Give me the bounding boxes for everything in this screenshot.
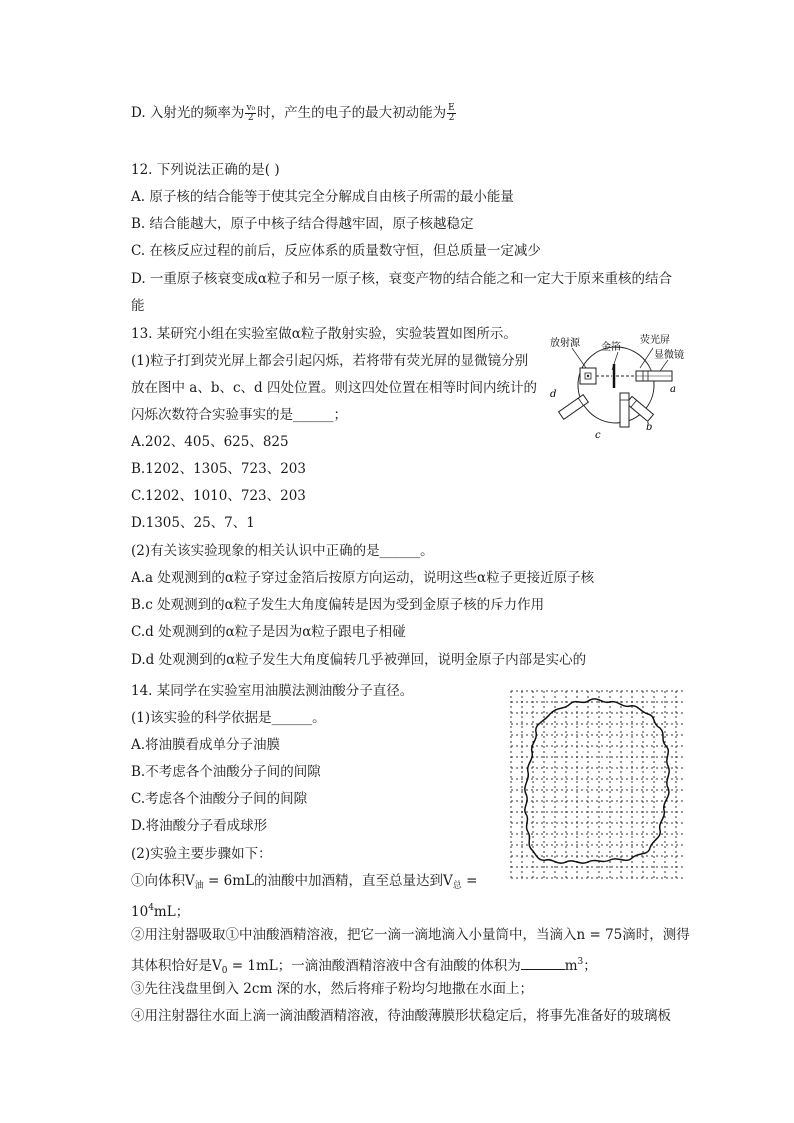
q14-stem: 14. 某同学在实验室用油膜法测油酸分子直径。 [131, 683, 414, 699]
q12-option-b: B. 结合能越大，原子中核子结合得越牢固，原子核越稳定 [131, 216, 474, 232]
q13-stem: 13. 某研究小组在实验室做α粒子散射实验，实验装置如图所示。 [131, 326, 517, 342]
q12-option-a: A. 原子核的结合能等于使其完全分解成自由核子所需的最小能量 [131, 189, 514, 205]
q14-step2-cont: 其体积恰好是$V_0 = 1mL$；一滴油酸酒精溶液中含有油酸的体积为 $m^3$； [131, 957, 597, 976]
label-source: 放射源 [550, 338, 580, 349]
q13-option-b: B.1202、1305、723、203 [131, 461, 306, 477]
q13-option-a: A.202、405、625、825 [131, 434, 289, 450]
q13-option-c: C.1202、1010、723、203 [131, 488, 306, 504]
label-screen: 荧光屏 [640, 335, 670, 346]
q12-option-d-cont: 能 [131, 298, 145, 314]
q12-option-c: C. 在核反应过程的前后，反应体系的质量数守恒，但总质量一定减少 [131, 243, 541, 259]
q13-part2-option-c: C.d 处观测到的α粒子是因为α粒子跟电子相碰 [131, 624, 406, 640]
q14-step2: ②用注射器吸取①中油酸酒精溶液，把它一滴一滴地滴入小量筒中，当滴入n = 75滴时，测得 [131, 927, 690, 943]
q14-option-b: B.不考虑各个油酸分子间的间隙 [131, 764, 321, 780]
label-c: c [595, 430, 601, 441]
label-foil: 金箔 [601, 342, 621, 353]
fraction-e-over-2: $\frac{E}{2}$ [448, 103, 455, 123]
q14-step3: ③先往浅盘里倒入 2cm 深的水，然后将痱子粉均匀地撒在水面上； [131, 981, 534, 997]
q13-part2-option-d: D.d 处观测到的α粒子发生大角度偏转几乎被弹回，说明金原子内部是实心的 [131, 652, 587, 668]
q13-part1-line1: (1)粒子打到荧光屏上都会引起闪烁，若将带有荧光屏的显微镜分别 [131, 353, 529, 369]
q14-step4: ④用注射器往水面上滴一滴油酸酒精溶液，待油酸薄膜形状稳定后，将事先准备好的玻璃板 [131, 1008, 671, 1024]
label-a: a [670, 384, 676, 395]
q13-part2-option-b: B.c 处观测到的α粒子发生大角度偏转是因为受到金原子核的斥力作用 [131, 597, 545, 613]
label-d: d [550, 389, 557, 400]
fraction-v0-over-2: $\frac{\text{v₀}}{2}$ [246, 103, 256, 123]
q14-option-c: C.考虑各个油酸分子间的间隙 [131, 791, 308, 807]
q14-part2: (2)实验主要步骤如下： [131, 846, 272, 862]
q14-option-a: A.将油膜看成单分子油膜 [131, 737, 281, 753]
label-b: b [646, 422, 653, 433]
q14-part1: (1)该实验的科学依据是______。 [131, 710, 326, 726]
q13-option-d: D.1305、25、7、1 [131, 515, 255, 531]
q13-part1-line3: 闪烁次数符合实验事实的是______； [131, 407, 347, 423]
q13-part1-line2: 放在图中 a、b、c、d 四处位置。则这四处位置在相等时间内统计的 [131, 380, 537, 396]
alpha-scattering-figure [546, 330, 696, 442]
q14-step1-cont: $10^4mL$； [131, 903, 190, 920]
q14-step1: ①向体积$V_油 = 6mL$的油酸中加酒精，直至总量达到$V_总$ = [131, 873, 478, 891]
q14-option-d: D.将油酸分子看成球形 [131, 818, 268, 834]
label-microscope: 显微镜 [654, 350, 684, 361]
q13-part2-option-a: A.a 处观测到的α粒子穿过金箔后按原方向运动，说明这些α粒子更接近原子核 [131, 570, 595, 586]
answer-blank [521, 957, 565, 970]
oil-film-grid-figure [510, 690, 688, 880]
q13-part2: (2)有关该实验现象的相关认识中正确的是______。 [131, 543, 434, 559]
q12-stem: 12. 下列说法正确的是( ) [131, 162, 280, 178]
q12-option-d: D. 一重原子核衰变成α粒子和另一原子核，衰变产物的结合能之和一定大于原来重核的结合 [131, 271, 673, 287]
q11-option-d: D. 入射光的频率为 $\frac{\text{v₀}}{2}$ 时，产生的电子的最大初动能为 $\frac{E}{2}$ [131, 103, 455, 123]
